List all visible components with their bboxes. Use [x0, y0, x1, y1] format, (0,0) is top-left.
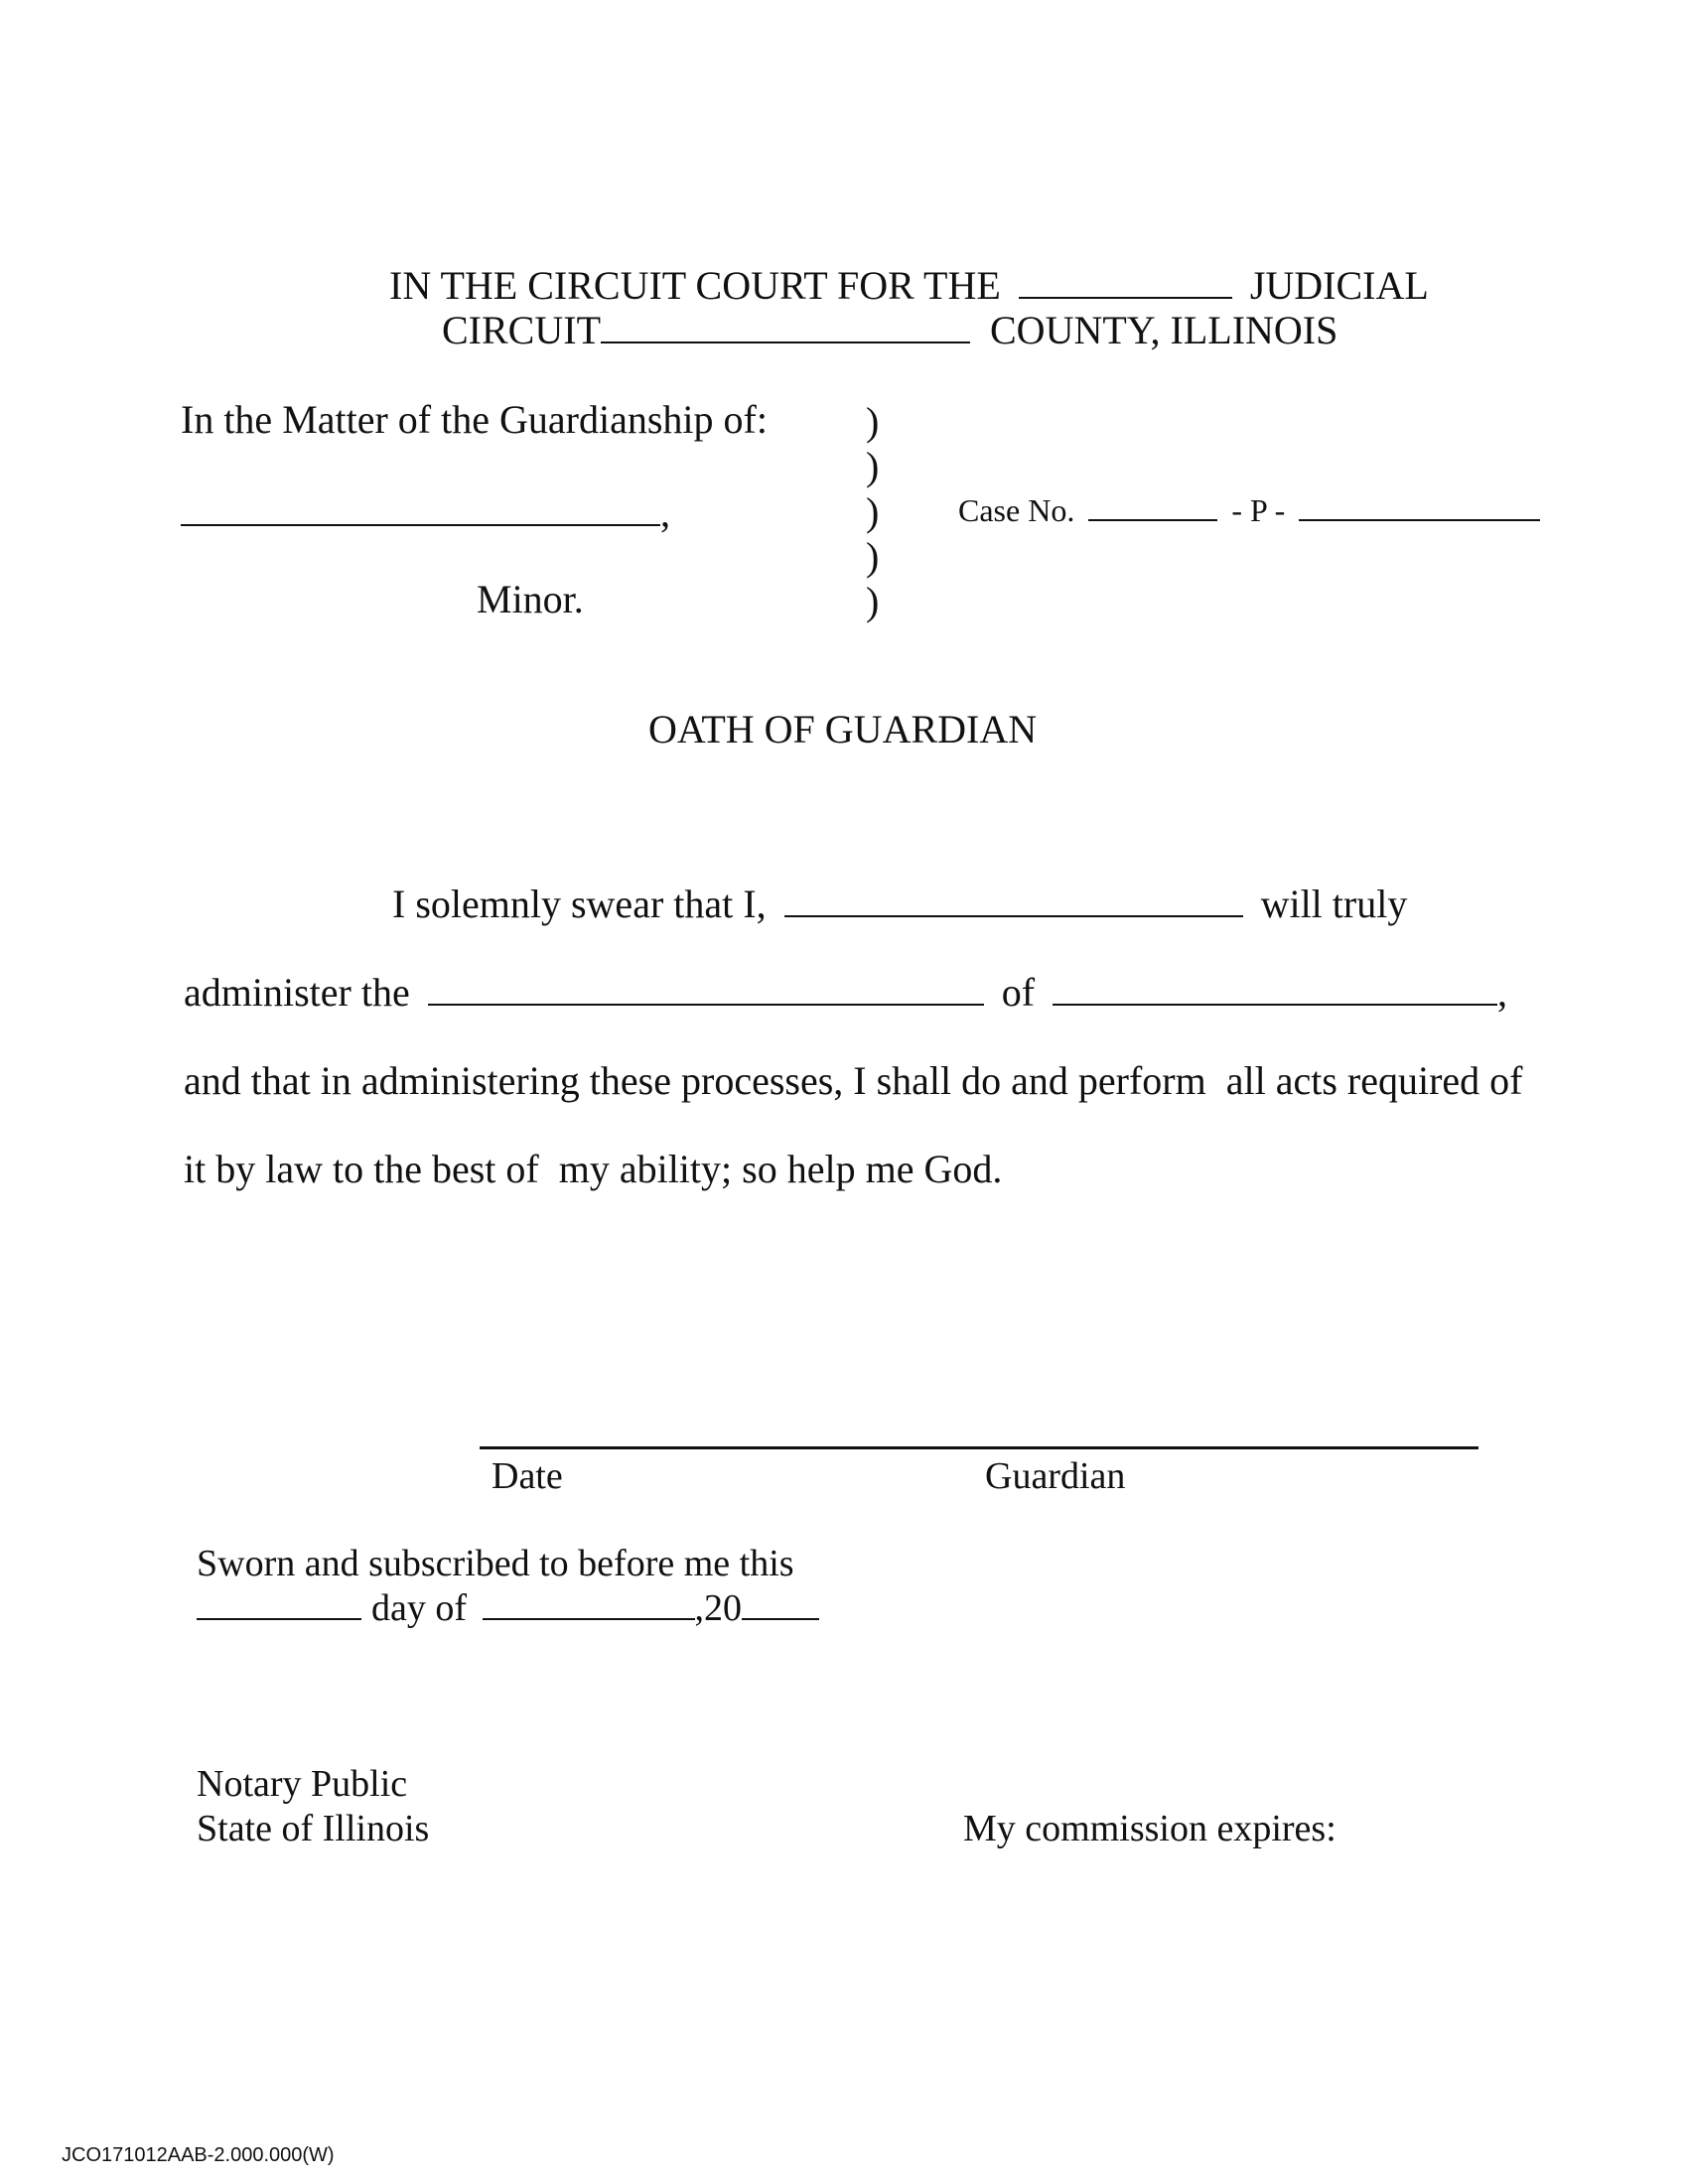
court-heading-judicial: JUDICIAL — [1249, 263, 1429, 308]
caption-paren-3: ) — [866, 489, 880, 534]
sworn-month-blank[interactable] — [483, 1617, 695, 1620]
case-number-p: - P - — [1231, 492, 1286, 528]
court-heading-prefix: IN THE CIRCUIT COURT FOR THE — [389, 263, 1001, 308]
guardian-name-blank[interactable] — [784, 914, 1243, 917]
court-heading-line1 — [389, 263, 1429, 309]
sworn-day-blank[interactable] — [197, 1617, 361, 1620]
county-blank[interactable] — [601, 341, 970, 343]
county-illinois-label: COUNTY, ILLINOIS — [990, 308, 1338, 352]
oath-of-text: of — [1001, 970, 1036, 1015]
document-title: OATH OF GUARDIAN — [648, 707, 1038, 751]
minor-label: Minor. — [477, 577, 584, 621]
sworn-statement: Sworn and subscribed to before me this — [197, 1543, 794, 1584]
caption-paren-1: ) — [866, 399, 880, 444]
guardianship-matter-label: In the Matter of the Guardianship of: — [181, 397, 768, 442]
case-number-year-blank[interactable] — [1088, 518, 1217, 521]
sworn-year-prefix: ,20 — [694, 1587, 743, 1629]
sworn-year-blank[interactable] — [742, 1617, 819, 1620]
commission-expires-label: My commission expires: — [963, 1808, 1336, 1849]
case-number-field — [958, 491, 1540, 529]
form-code: JCO171012AAB-2.000.000(W) — [62, 2144, 335, 2166]
administer-whom-blank[interactable] — [1053, 1003, 1497, 1006]
caption-paren-5: ) — [866, 579, 880, 623]
oath-line-1 — [392, 882, 1407, 927]
oath-line2-comma: , — [1497, 970, 1508, 1015]
case-number-label: Case No. — [958, 492, 1075, 528]
oath-administer-text: administer the — [184, 970, 410, 1015]
circuit-label: CIRCUIT — [442, 308, 601, 352]
administer-what-blank[interactable] — [428, 1003, 984, 1006]
sworn-date-line — [197, 1586, 819, 1630]
case-number-seq-blank[interactable] — [1299, 518, 1540, 521]
sworn-day-of: day of — [371, 1587, 468, 1629]
notary-state-label: State of Illinois — [197, 1808, 430, 1849]
minor-name-field — [181, 490, 670, 536]
judicial-circuit-blank[interactable] — [1019, 296, 1232, 299]
minor-name-blank[interactable] — [181, 523, 660, 526]
minor-name-comma: , — [660, 490, 670, 535]
caption-paren-2: ) — [866, 444, 880, 488]
signature-line[interactable] — [480, 1446, 1478, 1449]
date-label: Date — [492, 1455, 563, 1497]
oath-line-4: it by law to the best of my ability; so help me God. — [184, 1147, 1003, 1191]
notary-public-label: Notary Public — [197, 1763, 408, 1805]
oath-line-2 — [184, 970, 1507, 1016]
court-heading-line2 — [442, 308, 1337, 353]
caption-paren-4: ) — [866, 534, 880, 579]
oath-will-truly: will truly — [1260, 882, 1408, 926]
guardian-label: Guardian — [985, 1455, 1126, 1497]
oath-swear-text: I solemnly swear that I, — [392, 882, 767, 926]
oath-line-3: and that in administering these processes, I shall do and perform all acts required of — [184, 1058, 1523, 1103]
